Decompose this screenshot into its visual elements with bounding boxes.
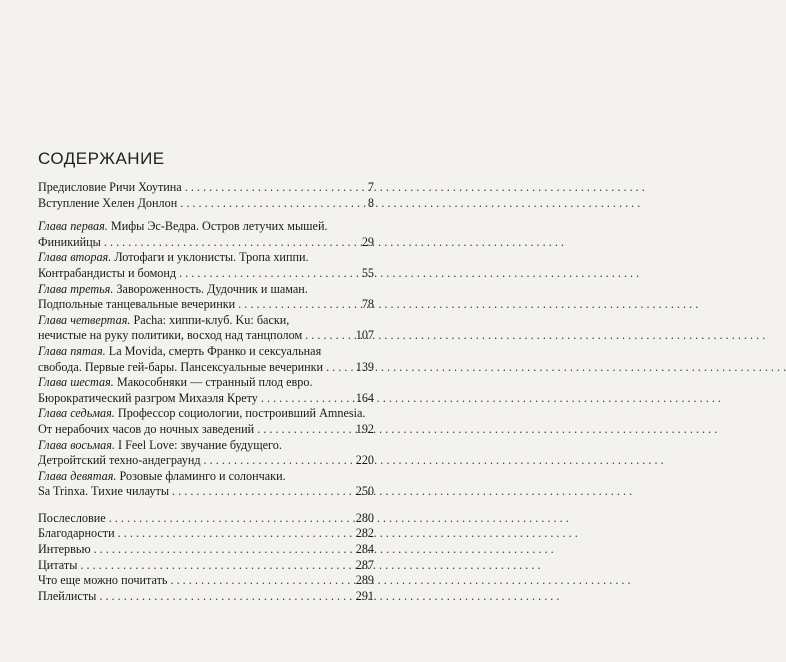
toc-entry (38, 422, 374, 438)
toc-entry-title (38, 558, 77, 574)
toc-entry-text: Мифы Эс-Ведра. Остров летучих мышей. (107, 219, 328, 234)
toc-entry-title (38, 526, 115, 542)
toc-entry-text: Вступление Хелен Донлон (38, 195, 178, 210)
page-number: 291 (355, 588, 374, 603)
page-number: 220 (355, 453, 374, 468)
toc-entry (38, 250, 374, 266)
toc-entry (38, 297, 374, 313)
table-of-contents (38, 180, 374, 615)
toc-entry-title (38, 297, 235, 313)
page-number: 284 (355, 542, 374, 557)
chapter-label: Глава седьмая. (38, 406, 115, 421)
toc-entry-title (38, 235, 101, 251)
page-number: 164 (355, 390, 374, 405)
toc-entry (38, 484, 374, 500)
page-number: 250 (355, 484, 374, 499)
toc-entry-text: Профессор социологии, построивший Amnesia. (114, 406, 366, 421)
toc-entry-title (38, 196, 177, 212)
dot-leader (326, 360, 353, 376)
toc-entry-title (38, 542, 91, 558)
toc-entry-text: Что еще можно почитать (38, 573, 168, 588)
page-number: 55 (361, 265, 374, 280)
toc-entry (38, 558, 374, 574)
toc-entry (38, 542, 374, 558)
chapter-label: Глава пятая. (38, 343, 106, 358)
toc-entry (38, 360, 374, 376)
page-number: 139 (355, 359, 374, 374)
toc-entry-text: I Feel Love: звучание будущего. (114, 437, 282, 452)
toc-entry-title (38, 250, 309, 264)
toc-entry-text: Плейлисты (38, 588, 97, 603)
dot-leader (305, 328, 353, 344)
dot-leader (257, 422, 353, 438)
toc-entry-title (38, 438, 282, 452)
page-number: 29 (361, 234, 374, 249)
toc-entry-text: Благодарности (38, 526, 115, 541)
page-number: 289 (355, 573, 374, 588)
toc-entry (38, 266, 374, 282)
toc-entry (38, 282, 374, 298)
dot-leader (185, 180, 359, 196)
toc-entry (38, 180, 374, 196)
toc-entry-text: Финикийцы (38, 234, 101, 249)
toc-entry (38, 344, 374, 360)
page-number: 8 (367, 195, 374, 210)
dot-leader (180, 196, 359, 212)
toc-entry-title (38, 344, 321, 358)
toc-entry-text: свобода. Первые гей-бары. Пансексуальные вечеринки (38, 359, 324, 374)
toc-entry (38, 453, 374, 469)
chapter-label: Глава вторая. (38, 250, 112, 265)
page-number: 107 (355, 328, 374, 343)
toc-entry (38, 406, 374, 422)
chapter-label: Глава четвертая. (38, 312, 131, 327)
toc-entry (38, 328, 374, 344)
toc-entry-title (38, 406, 365, 420)
dot-leader (109, 511, 353, 527)
toc-entry-text: Бюрократический разгром Михаэля Крету (38, 390, 258, 405)
toc-entry-text: Интервью (38, 542, 91, 557)
dot-leader (170, 573, 352, 589)
dot-leader (179, 266, 359, 282)
toc-entry-text: Pacha: хиппи-клуб. Ku: баски, (130, 312, 290, 327)
toc-entry-text: Послесловие (38, 510, 106, 525)
toc-entry-text: Контрабандисты и бомонд (38, 265, 177, 280)
toc-entry-title (38, 484, 169, 500)
dot-leader (261, 391, 353, 407)
toc-entry (38, 391, 374, 407)
page-number: 280 (355, 510, 374, 525)
toc-entry-title (38, 375, 313, 389)
toc-entry-text: нечистые на руку политики, восход над танцполом (38, 328, 303, 343)
dot-leader (172, 484, 353, 500)
dot-leader (118, 526, 353, 542)
page-number: 7 (367, 180, 374, 194)
chapter-label: Глава третья. (38, 281, 114, 296)
toc-entry-text: Розовые фламинго и солончаки. (116, 468, 286, 483)
dot-leader (80, 558, 352, 574)
toc-entry-text: Предисловие Ричи Хоутина (38, 180, 182, 194)
toc-entry-title (38, 511, 106, 527)
dot-leader (204, 453, 353, 469)
toc-entry (38, 526, 374, 542)
toc-entry-title (38, 180, 182, 196)
toc-entry-text: Макособняки — странный плод евро. (113, 375, 313, 390)
page-number: 282 (355, 526, 374, 541)
toc-entry-text: От нерабочих часов до ночных заведений (38, 421, 255, 436)
toc-entry-title (38, 589, 96, 605)
toc-entry-title (38, 573, 167, 589)
toc-entry-title (38, 422, 254, 438)
toc-entry-title (38, 469, 286, 483)
toc-entry-title (38, 313, 289, 327)
page-number: 287 (355, 557, 374, 572)
toc-entry (38, 375, 374, 391)
toc-group (38, 180, 374, 211)
toc-entry (38, 589, 374, 605)
toc-entry-text: Цитаты (38, 557, 78, 572)
chapter-label: Глава шестая. (38, 375, 114, 390)
toc-entry-title (38, 328, 302, 344)
toc-entry-title (38, 391, 258, 407)
toc-entry (38, 219, 374, 235)
dot-leader (238, 297, 359, 313)
toc-entry (38, 438, 374, 454)
toc-entry-title (38, 266, 176, 282)
toc-entry (38, 573, 374, 589)
toc-entry (38, 511, 374, 527)
page-number: 192 (355, 421, 374, 436)
toc-entry-title (38, 219, 328, 233)
toc-entry (38, 313, 374, 329)
toc-entry-title (38, 282, 308, 296)
dot-leader (94, 542, 353, 558)
chapter-label: Глава восьмая. (38, 437, 115, 452)
toc-entry (38, 196, 374, 212)
chapter-label: Глава девятая. (38, 468, 117, 483)
dot-leader (104, 235, 359, 251)
page-title: СОДЕРЖАНИЕ (38, 149, 165, 168)
toc-group (38, 511, 374, 605)
page-number: 78 (361, 297, 374, 312)
toc-entry-text: Детройтский техно-андеграунд (38, 453, 201, 468)
toc-group (38, 219, 374, 500)
toc-entry-text: Sa Trinxa. Тихие чилауты (38, 484, 170, 499)
toc-entry-text: La Movida, смерть Франко и сексуальная (105, 343, 322, 358)
toc-entry-title (38, 453, 201, 469)
toc-entry-text: Завороженность. Дудочник и шаман. (113, 281, 308, 296)
chapter-label: Глава первая. (38, 219, 108, 234)
toc-entry-text: Подпольные танцевальные вечеринки (38, 297, 236, 312)
toc-entry (38, 469, 374, 485)
toc-entry-text: Лотофаги и уклонисты. Тропа хиппи. (111, 250, 309, 265)
toc-entry-title (38, 360, 323, 376)
dot-leader (99, 589, 352, 605)
toc-entry (38, 235, 374, 251)
